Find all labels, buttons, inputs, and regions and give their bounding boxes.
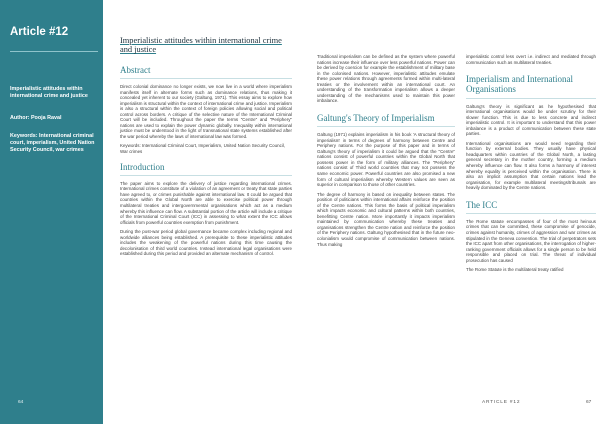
sidebar-divider [10,51,98,52]
col3-paragraph-1: imperialistic control less overt i.e. indirect and mediated through communication such as multilateral treaties. [466,54,596,65]
col2-paragraph-1: Traditional imperialism can be defined as the system where powerful nations increase their influence over less powerful nations. Power can be derived by coercion for example the establishment of military base in the colonised nations. However, imperialistic attitudes emulate these power relations through agreements formed within multi-lateral treaties or the involvement within an international court. An understanding of the transformation imperialism allows a deeper understanding of the mechanisms used to maintain this power imbalance. [317,54,455,104]
page-number-right: 67 [586,400,592,405]
international-organisations-heading: Imperialism and International Organisations [466,74,596,98]
col2-paragraph-3: The degree of harmony is based on inequality between states. The position of politicians within international affairs reinforce the position of the Centre nations. This forms the basis of political imperialism which impacts economic and cultural patterns within both countries, benefitting Centre nation. More importantly it impacts imperialism maintained by communication whereby these treaties and organisations strengthen the Centre nation and reinforce the position of the Periphery nations. Galtung hypothesised that in the future neo-colonialism would compromise of communication between nations. Thus making [317,191,455,247]
col2-paragraph-2: Galtung (1971) explains imperialism in his book 'A structural theory of imperialism' in terms of degrees of harmony between Centre and Periphery nations. For the purpose of this paper and in terms of Galtung's theory of imperialism it could be argued that the "Centre" nations consist of powerful countries within the Global North that possess power in the form of military alliances. The "Periphery" nations consist of Third world countries that may not possess the same economic power. Powerful countries are also promised a new form of cultural imperialism whereby Western values are seen as superior in comparison to those of other countries. [317,132,455,188]
abstract-text: Direct colonial dominance no longer exists, we now live in a world where imperialism manifests itself in alternate forms such as dominance relations, thus making it concealed yet inherent to our society (Galtung, 1971). This essay aims to explore how imperialism is structural within the context of international crime and justice. Imperialism is also a structural within the context of foreign policies allowing social and political control across borders. A critique of the selective nature of the International Criminal Court will be included. Throughout the paper the terms "Centre" and "Periphery" nations are used to explain the power dynamic globally. Inequality within international justice must be understood in the light of transnational state systems established after the war period whereby the laws of international law was formed. [120,84,292,139]
article-title: Imperialistic attitudes within international crime and justice [120,36,282,55]
column-3 [466,54,596,277]
sidebar [0,0,103,424]
col3-paragraph-2: Galtung's theory is significant as he hypothesised that international organisations would be under scrutiny for their slower function. This is due to less concrete and indirect imperialistic control. It is important to understand that this power imbalance is a product of communication between these state parties. [466,103,596,137]
abstract-heading: Abstract [120,65,292,79]
col3-paragraph-5: The Rome Statute is the multilateral treaty ratified [466,267,564,273]
keywords-text: Keywords: International Criminal Court, Imperialism, United Nation Security Council, War crimes [120,143,285,155]
introduction-heading: Introduction [120,162,292,176]
article-number: Article #12 [10,26,69,38]
footer-article-label: ARTICLE #12 [482,400,521,405]
intro-paragraph-2: During the post-war period global governance became complex including regional and worldwide alliances being established. A prerequisite to these imperialistic attitudes includes the weakening of the powerful nations during this time causing the decolonisation of third world countries. Instead international legal organisations were established during this period and provided an alternate mechanism of control. [120,229,292,257]
column-2 [317,54,455,251]
sidebar-keywords: Keywords: International criminal court, imperialism, United Nation Security Council, war crimes [10,133,95,153]
galtung-heading: Galtung's Theory of Imperialism [317,113,455,127]
sidebar-author: Author: Pooja Raval [10,115,62,121]
col3-paragraph-3: International organisations are would need regarding their function by external bodies. They usually have physical headquarters within countries of the Global North, a lasting general secretary in the mother country, forming a medium whereby influence can flow. It also forms a harmony of interest whereby equality is perceived within the organisation. There is also an implicit assumption that certain nations lead the organisation, for example multilateral meetings/tribunals are heavily dominated by the Centre nations. [466,140,596,191]
intro-paragraph-1: The paper aims to explore the delivery of justice regarding international crimes. International crimes constitute of a violation of an agreement or treaty that state parties have agreed to, or crimes punishable against international law. It could be argued that countries within the Global North are able to exercise political power through multilateral treaties and intergovernmental organisations which act as a medium whereby this influence can flow. A substantial portion of the article will include a critique of the International Criminal Court (ICC) in assessing to what extent the ICC allows officials from powerful countries exemption from punishment. [120,180,292,225]
col3-paragraph-4: The Rome statute encompasses of four of the most heinous crimes that can be committed, these compromise of genocide, crimes against humanity, crimes of aggression and war crimes as stipulated in the Geneva convention. The trial of perpetrators sets the ICC apart from other organisations, the interrogation of higher-ranking government officials allows for a single person to be held responsible and placed on trial. The threat of individual prosecution has caused [466,218,596,263]
page-number-left: 64 [18,400,24,405]
column-1 [120,36,292,261]
sidebar-subtitle: Imperialistic attitudes within international crime and justice [10,86,88,99]
icc-heading: The ICC [466,200,596,214]
